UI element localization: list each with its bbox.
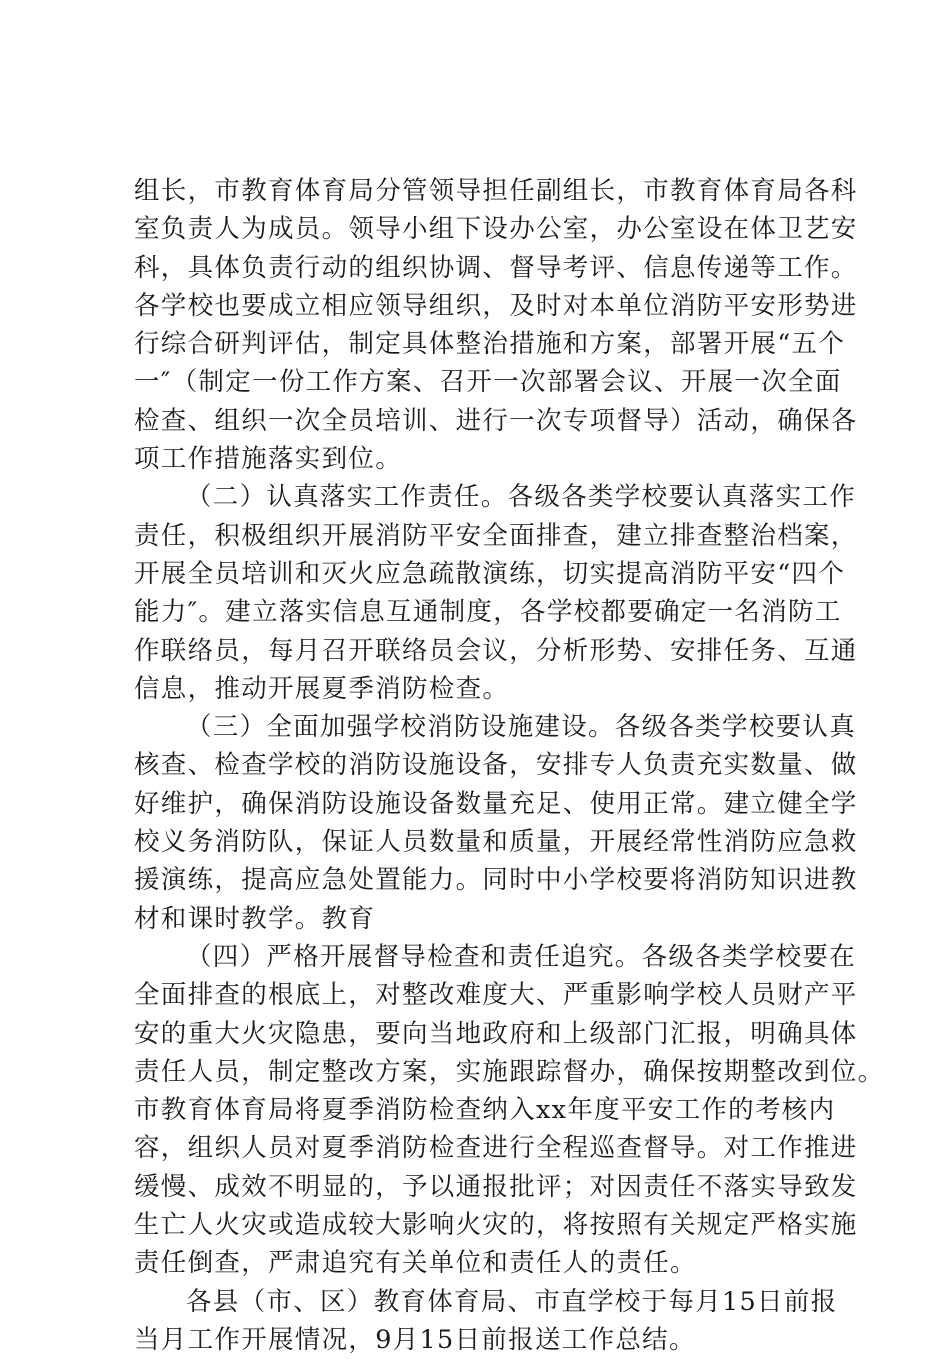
text-line: 责任人员，制定整改方案，实施跟踪督办，确保按期整改到位。 xyxy=(134,1056,885,1087)
text-line: 信息，推动开展夏季消防检查。 xyxy=(134,673,510,704)
text-line: 责任，积极组织开展消防平安全面排查，建立排查整治档案， xyxy=(134,520,858,551)
text-line: 项工作措施落实到位。 xyxy=(134,444,403,475)
section-2-heading-line: （二）认真落实工作责任。各级各类学校要认真落实工作 xyxy=(186,482,857,513)
text-line: 全面排查的根底上，对整改难度大、严重影响学校人员财产平 xyxy=(134,980,858,1011)
section-3-heading-line: （三）全面加强学校消防设施建设。各级各类学校要认真 xyxy=(186,712,857,743)
text-line: 检查、组织一次全员培训、进行一次专项督导）活动，确保各 xyxy=(134,405,858,436)
text-line: 容，组织人员对夏季消防检查进行全程巡查督导。对工作推进 xyxy=(134,1133,858,1164)
text-line: 当月工作开展情况，9月15日前报送工作总结。 xyxy=(134,1324,696,1355)
text-line: 一″（制定一份工作方案、召开一次部署会议、开展一次全面 xyxy=(134,367,842,398)
text-line: 行综合研判评估，制定具体整治措施和方案，部署开展“五个 xyxy=(134,329,846,360)
reporting-note-line: 各县（市、区）教育体育局、市直学校于每月15日前报 xyxy=(186,1286,838,1317)
text-line: 科，具体负责行动的组织协调、督导考评、信息传递等工作。 xyxy=(134,252,858,283)
text-line: 责任倒查，严肃追究有关单位和责任人的责任。 xyxy=(134,1248,697,1279)
text-line: 援演练，提高应急处置能力。同时中小学校要将消防知识进教 xyxy=(134,865,858,896)
text-line: 市教育体育局将夏季消防检查纳入xx年度平安工作的考核内 xyxy=(134,1095,836,1126)
text-line: 开展全员培训和灭火应急疏散演练，切实提高消防平安“四个 xyxy=(134,558,846,589)
text-line: 各学校也要成立相应领导组织，及时对本单位消防平安形势进 xyxy=(134,290,858,321)
section-4-heading-line: （四）严格开展督导检查和责任追究。各级各类学校要在 xyxy=(186,941,857,972)
text-line: 安的重大火灾隐患，要向当地政府和上级部门汇报，明确具体 xyxy=(134,1018,858,1049)
text-line: 生亡人火灾或造成较大影响火灾的，将按照有关规定严格实施 xyxy=(134,1210,858,1241)
text-line: 室负责人为成员。领导小组下设办公室，办公室设在体卫艺安 xyxy=(134,214,858,245)
text-line: 校义务消防队，保证人员数量和质量，开展经常性消防应急救 xyxy=(134,827,858,858)
text-line: 好维护，确保消防设施设备数量充足、使用正常。建立健全学 xyxy=(134,788,858,819)
text-line: 核查、检查学校的消防设施设备，安排专人负责充实数量、做 xyxy=(134,750,858,781)
body-text xyxy=(134,172,885,1359)
text-line: 材和课时教学。教育 xyxy=(134,903,376,934)
text-line: 作联络员，每月召开联络员会议，分析形势、安排任务、互通 xyxy=(134,635,858,666)
text-line: 能力″。建立落实信息互通制度，各学校都要确定一名消防工 xyxy=(134,597,842,628)
text-line: 组长，市教育体育局分管领导担任副组长，市教育体育局各科 xyxy=(134,176,858,206)
text-line: 缓慢、成效不明显的，予以通报批评；对因责任不落实导致发 xyxy=(134,1171,858,1202)
